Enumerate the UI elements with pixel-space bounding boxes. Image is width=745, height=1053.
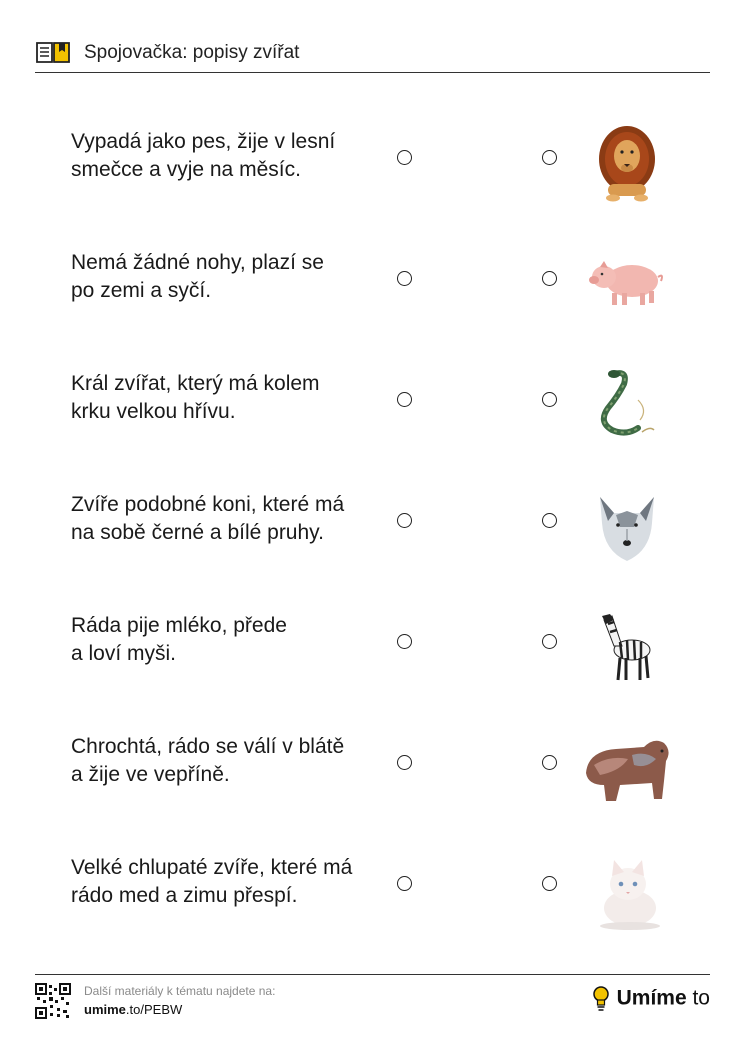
matching-row [0, 370, 745, 491]
lion-image [580, 114, 674, 208]
brand-logo: Umíme to [591, 985, 710, 1013]
right-connector-circle[interactable] [542, 513, 557, 528]
pig-image [580, 233, 674, 327]
left-connector-circle[interactable] [397, 271, 412, 286]
matching-row [0, 249, 745, 370]
qr-code-icon[interactable] [35, 983, 71, 1019]
animal-description: Velké chlupaté zvíře, které má rádo med a zimu přespí. [71, 856, 353, 907]
matching-row [0, 733, 745, 854]
right-connector-circle[interactable] [542, 392, 557, 407]
page-title: Spojovačka: popisy zvířat [84, 42, 300, 63]
right-connector-circle[interactable] [542, 150, 557, 165]
left-connector-circle[interactable] [397, 392, 412, 407]
matching-row [0, 491, 745, 612]
zebra-image [580, 602, 674, 696]
footer-link[interactable]: umime.to/PEBW [84, 1002, 183, 1017]
lightbulb-icon [591, 985, 611, 1013]
cat-image [580, 848, 674, 942]
bear-image [580, 725, 674, 819]
snake-image [580, 362, 674, 456]
right-connector-circle[interactable] [542, 271, 557, 286]
page-footer [35, 974, 710, 1035]
animal-description: Nemá žádné nohy, plazí se po zemi a syčí. [71, 251, 324, 302]
left-connector-circle[interactable] [397, 513, 412, 528]
wolf-image [580, 481, 674, 575]
right-connector-circle[interactable] [542, 876, 557, 891]
matching-row [0, 612, 745, 733]
right-connector-circle[interactable] [542, 634, 557, 649]
footer-note: Další materiály k tématu najdete na: [84, 984, 276, 998]
page-header [35, 38, 710, 73]
animal-description: Ráda pije mléko, přede a loví myši. [71, 614, 287, 665]
matching-row [0, 854, 745, 975]
animal-description: Král zvířat, který má kolem krku velkou hřívu. [71, 372, 320, 423]
open-book-icon [35, 40, 71, 64]
left-connector-circle[interactable] [397, 755, 412, 770]
animal-description: Chrochtá, rádo se válí v blátě a žije ve vepříně. [71, 735, 345, 786]
animal-description: Vypadá jako pes, žije v lesní smečce a vyje na měsíc. [71, 130, 336, 181]
right-connector-circle[interactable] [542, 755, 557, 770]
left-connector-circle[interactable] [397, 634, 412, 649]
matching-row [0, 128, 745, 249]
animal-description: Zvíře podobné koni, které má na sobě černé a bílé pruhy. [71, 493, 345, 544]
left-connector-circle[interactable] [397, 150, 412, 165]
left-connector-circle[interactable] [397, 876, 412, 891]
